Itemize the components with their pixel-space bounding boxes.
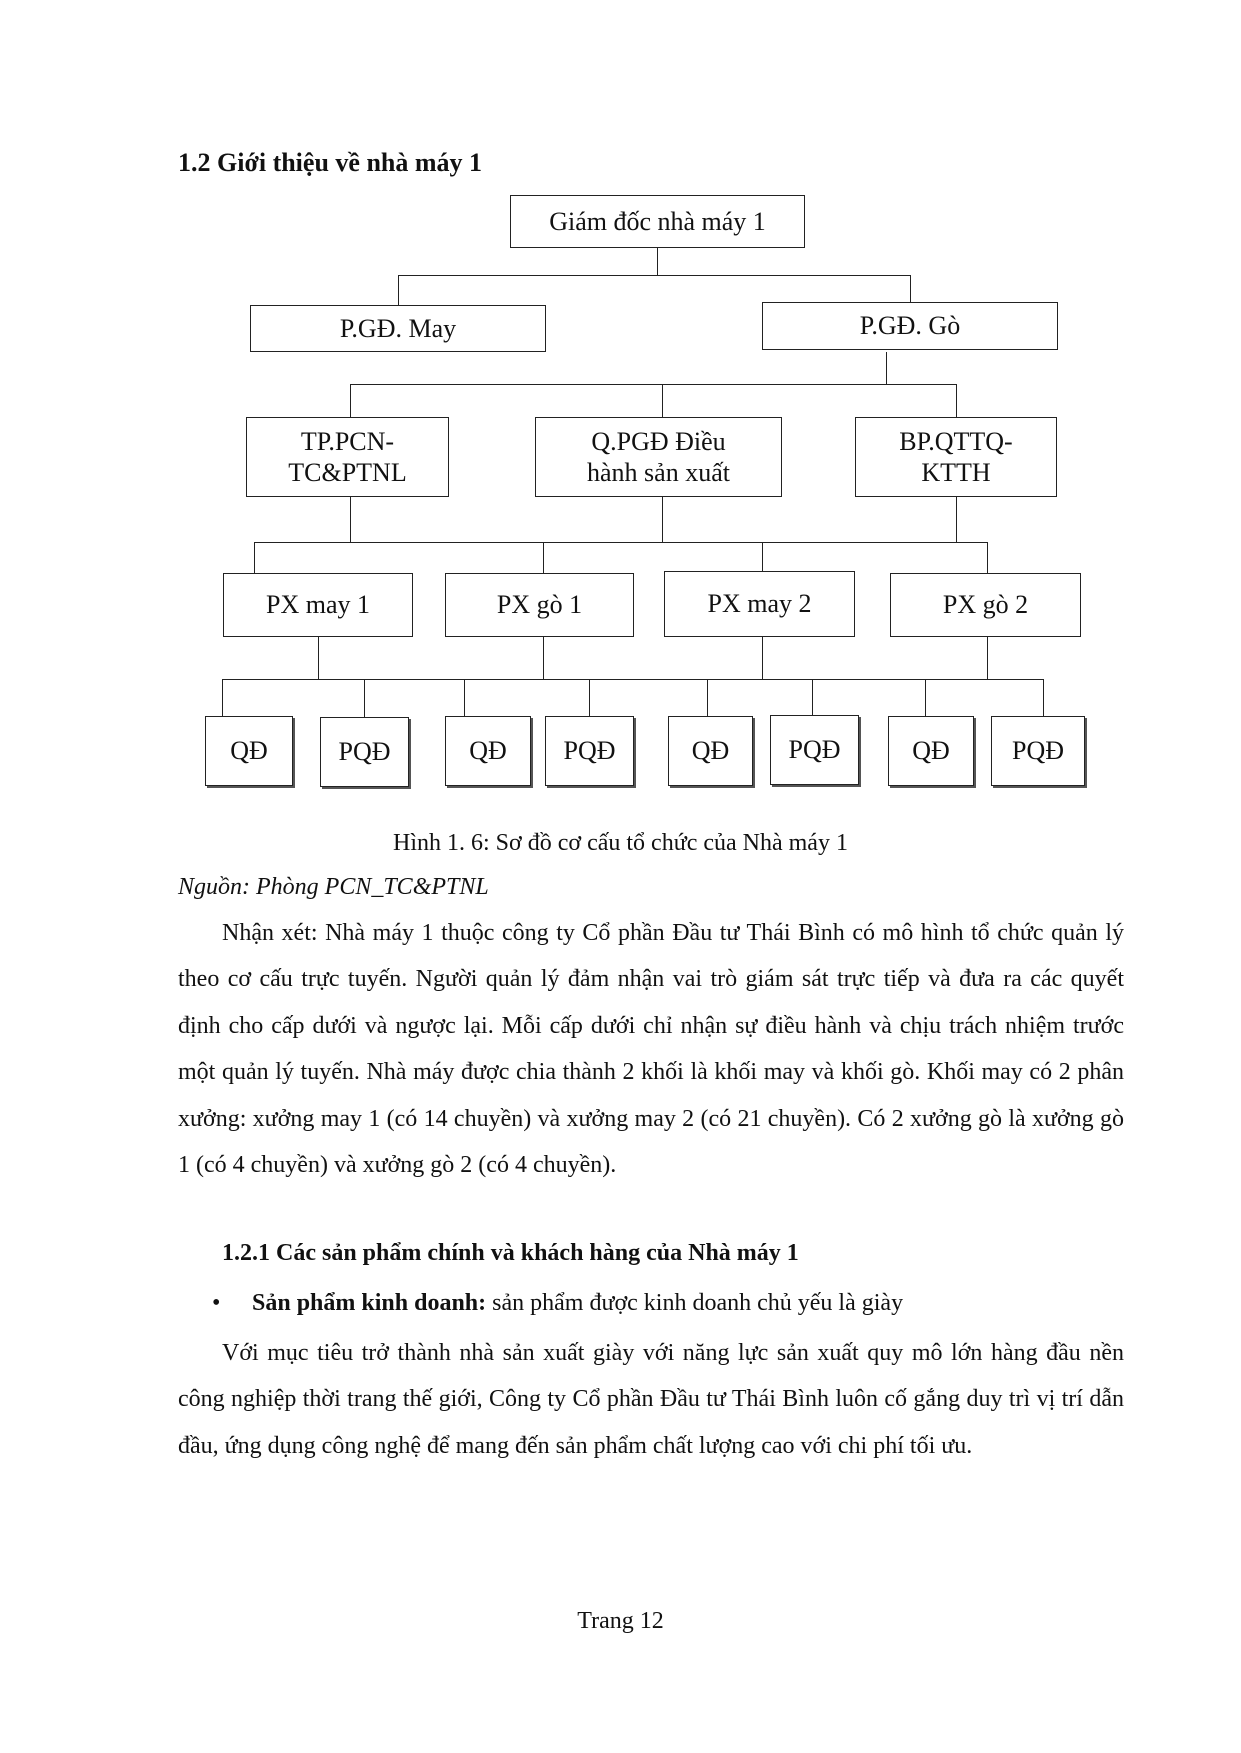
connector-line	[464, 679, 465, 716]
connector-line	[956, 384, 957, 417]
connector-line	[398, 275, 911, 276]
box-deputy-go: P.GĐ. Gò	[762, 302, 1058, 350]
connector-line	[707, 679, 708, 716]
connector-line	[543, 637, 544, 679]
connector-line	[318, 637, 319, 679]
connector-line	[543, 542, 544, 573]
box-dept-hr: TP.PCN-TC&PTNL	[246, 417, 449, 497]
remark-paragraph: Nhận xét: Nhà máy 1 thuộc công ty Cổ phần Đầu tư Thái Bình có mô hình tổ chức quản lý theo cơ cấu trực tuyến. Người quản lý đảm nhận vai trò giám sát trực tiếp và đưa ra các quyết định cho cấp dưới và ngược lại. Mỗi cấp dưới chỉ nhận sự điều hành và chịu trách nhiệm trước một quản lý tuyến. Nhà máy được chia thành 2 khối là khối may và khối gò. Khối may có 2 phân xưởng: xưởng may 1 (có 14 chuyền) và xưởng may 2 (có 21 chuyền). Có 2 xưởng gò là xưởng gò 1 (có 4 chuyền) và xưởng gò 2 (có 4 chuyền).	[178, 920, 1124, 1179]
page-number: Trang 12	[577, 1608, 664, 1634]
bullet-dot: •	[212, 1290, 221, 1316]
connector-line	[987, 637, 988, 679]
figure-caption: Hình 1. 6: Sơ đồ cơ cấu tổ chức của Nhà máy 1	[393, 830, 848, 856]
connector-line	[350, 384, 351, 417]
bullet-text: sản phẩm được kinh doanh chủ yếu là giày	[486, 1290, 904, 1316]
section-heading: 1.2 Giới thiệu về nhà máy 1	[178, 148, 483, 177]
connector-line	[364, 679, 365, 717]
connector-line	[886, 352, 887, 384]
box-workshop-go-2: PX gò 2	[890, 573, 1081, 637]
box-dept-production: Q.PGĐ Điều hành sản xuất	[535, 417, 782, 497]
box-workshop-go-1: PX gò 1	[445, 573, 634, 637]
box-unit-pqd: PQĐ	[770, 715, 859, 785]
figure-source: Nguồn: Phòng PCN_TC&PTNL	[178, 874, 489, 900]
connector-line	[398, 275, 399, 305]
box-dept-qa: BP.QTTQ-KTTH	[855, 417, 1057, 497]
connector-line	[762, 542, 763, 571]
box-unit-qd: QĐ	[205, 716, 293, 786]
box-unit-pqd: PQĐ	[991, 716, 1085, 786]
box-unit-qd: QĐ	[445, 716, 531, 786]
connector-line	[222, 679, 223, 716]
connector-line	[662, 384, 663, 417]
connector-line	[350, 497, 351, 542]
box-unit-qd: QĐ	[668, 716, 753, 786]
subsection-heading: 1.2.1 Các sản phẩm chính và khách hàng của Nhà máy 1	[222, 1240, 799, 1266]
connector-line	[1043, 679, 1044, 716]
closing-paragraph: Với mục tiêu trở thành nhà sản xuất giày với năng lực sản xuất quy mô lớn hàng đầu nền công nghiệp thời trang thế giới, Công ty Cổ phần Đầu tư Thái Bình luôn cố gắng duy trì vị trí dẫn đầu, ứng dụng công nghệ để mang đến sản phẩm chất lượng cao với chi phí tối ưu.	[178, 1340, 1124, 1459]
connector-line	[350, 384, 957, 385]
connector-line	[812, 679, 813, 715]
connector-line	[222, 679, 1044, 680]
connector-line	[254, 542, 255, 573]
box-director: Giám đốc nhà máy 1	[510, 195, 805, 248]
bullet-label: Sản phẩm kinh doanh:	[252, 1290, 487, 1316]
box-workshop-may-2: PX may 2	[664, 571, 855, 637]
connector-line	[910, 275, 911, 302]
bullet-item	[212, 1290, 903, 1317]
connector-line	[956, 497, 957, 542]
connector-line	[657, 248, 658, 276]
box-unit-pqd: PQĐ	[320, 717, 409, 787]
connector-line	[662, 497, 663, 542]
connector-line	[254, 542, 988, 543]
box-unit-qd: QĐ	[888, 716, 974, 786]
box-unit-pqd: PQĐ	[545, 716, 634, 786]
box-workshop-may-1: PX may 1	[223, 573, 413, 637]
connector-line	[589, 679, 590, 716]
org-chart	[0, 0, 1241, 800]
connector-line	[987, 542, 988, 573]
box-deputy-may: P.GĐ. May	[250, 305, 546, 352]
connector-line	[762, 637, 763, 679]
connector-line	[925, 679, 926, 716]
